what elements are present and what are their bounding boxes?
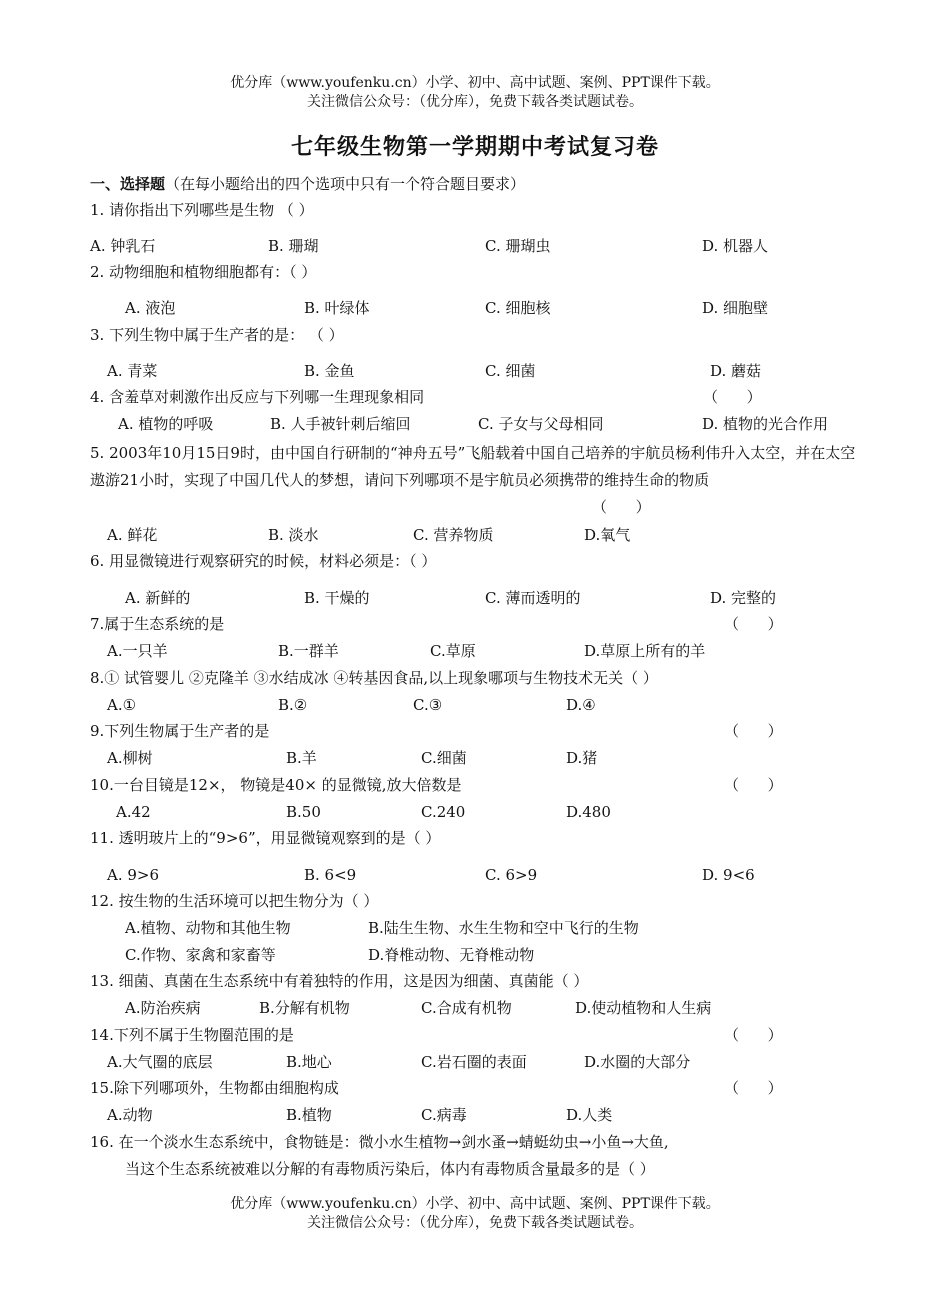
footer-line-2: 关注微信公众号：（优分库），免费下载各类试题试卷。: [307, 1215, 643, 1231]
question-3-option-b: B. 金鱼: [304, 362, 355, 380]
question-7-option-c: C.草原: [430, 642, 476, 660]
question-4-option-c: C. 子女与父母相同: [478, 415, 604, 433]
question-13-option-a: A.防治疾病: [125, 999, 201, 1017]
question-13-option-b: B.分解有机物: [259, 999, 350, 1017]
question-14-option-b: B.地心: [286, 1053, 332, 1071]
section-note: （在每小题给出的四个选项中只有一个符合题目要求）: [165, 175, 526, 193]
question-12-option-c: C.作物、家禽和家畜等: [125, 946, 276, 964]
question-11-option-a: A. 9>6: [107, 866, 160, 884]
question-11-option-c: C. 6>9: [485, 866, 538, 884]
question-5-stem: 5. 2003年10月15日9时，由中国自行研制的“神舟五号”飞船载着中国自己培养的宇航员杨利伟升入太空，并在太空遨游21小时，实现了中国几代人的梦想，请问下列哪项不是宇航员必须携带的维持生命的物质: [90, 444, 856, 489]
question-1-option-d: D. 机器人: [702, 237, 769, 255]
question-8-option-a: A.①: [107, 696, 137, 714]
question-3-option-c: C. 细菌: [485, 362, 536, 380]
question-3-stem: 3. 下列生物中属于生产者的是： （ ）: [90, 326, 344, 344]
question-12-option-b: B.陆生生物、水生生物和空中飞行的生物: [368, 919, 639, 937]
question-15-option-d: D.人类: [566, 1106, 613, 1124]
question-5-options: [90, 525, 950, 545]
question-3-options: [90, 361, 950, 381]
question-1-option-c: C. 珊瑚虫: [485, 237, 551, 255]
question-6-stem: 6. 用显微镜进行观察研究的时候，材料必须是：（ ）: [90, 552, 437, 570]
question-10-option-c: C.240: [421, 803, 466, 821]
question-4-options: [90, 414, 950, 434]
question-2-option-c: C. 细胞核: [485, 299, 551, 317]
question-3-option-d: D. 蘑菇: [710, 362, 762, 380]
question-2-option-a: A. 液泡: [125, 299, 176, 317]
question-15-options: [90, 1105, 950, 1125]
question-12-option-d: D.脊椎动物、无脊椎动物: [368, 946, 535, 964]
question-9-option-c: C.细菌: [421, 749, 467, 767]
question-8-option-c: C.③: [413, 696, 443, 714]
question-11-option-b: B. 6<9: [304, 866, 357, 884]
question-10-option-b: B.50: [286, 803, 321, 821]
question-11-option-d: D. 9<6: [702, 866, 755, 884]
question-5-option-a: A. 鲜花: [107, 526, 158, 544]
question-10-option-a: A.42: [116, 803, 151, 821]
header-line-2: 关注微信公众号：（优分库），免费下载各类试题试卷。: [307, 94, 643, 110]
question-15-option-c: C.病毒: [421, 1106, 467, 1124]
question-15-stem: 15.除下列哪项外，生物都由细胞构成: [90, 1079, 339, 1097]
question-14-option-a: A.大气圈的底层: [107, 1053, 213, 1071]
question-12-stem: 12. 按生物的生活环境可以把生物分为（ ）: [90, 892, 379, 910]
question-5-answer-blank[interactable]: （ ）: [592, 498, 651, 516]
question-7-option-b: B.一群羊: [278, 642, 339, 660]
question-11-options: [90, 865, 950, 885]
question-10-stem: 10.一台目镜是12×， 物镜是40× 的显微镜,放大倍数是: [90, 776, 462, 794]
question-6-option-c: C. 薄而透明的: [485, 589, 581, 607]
question-13-options: [90, 998, 950, 1018]
question-9-option-b: B.羊: [286, 749, 317, 767]
question-9-stem: 9.下列生物属于生产者的是: [90, 722, 270, 740]
section-heading: [90, 174, 525, 194]
question-7-answer-blank[interactable]: （ ）: [724, 615, 783, 633]
question-2-stem: 2. 动物细胞和植物细胞都有：（ ）: [90, 263, 317, 281]
question-14-stem: 14.下列不属于生物圈范围的是: [90, 1026, 294, 1044]
question-11-stem: 11. 透明玻片上的“9>6”，用显微镜观察到的是（ ）: [90, 829, 441, 847]
question-8-options: [90, 695, 950, 715]
question-12-options-row-1: [90, 918, 950, 938]
question-15-answer-blank[interactable]: （ ）: [724, 1079, 783, 1097]
question-13-option-c: C.合成有机物: [421, 999, 512, 1017]
question-2-options: [90, 298, 950, 318]
question-6-option-d: D. 完整的: [710, 589, 777, 607]
question-2-option-d: D. 细胞壁: [702, 299, 769, 317]
question-12-option-a: A.植物、动物和其他生物: [125, 919, 291, 937]
question-14-options: [90, 1052, 950, 1072]
question-8-option-d: D.④: [566, 696, 596, 714]
page-title: 七年级生物第一学期期中考试复习卷: [290, 134, 659, 160]
question-13-option-d: D.使动植物和人生病: [575, 999, 712, 1017]
question-7-option-d: D.草原上所有的羊: [584, 642, 706, 660]
question-10-answer-blank[interactable]: （ ）: [724, 776, 783, 794]
footer-line-1: 优分库（www.youfenku.cn）小学、初中、高中试题、案例、PPT课件下载。: [230, 1196, 720, 1212]
question-4-stem: 4. 含羞草对刺激作出反应与下列哪一生理现象相同: [90, 388, 425, 406]
question-15-option-b: B.植物: [286, 1106, 332, 1124]
question-8-option-b: B.②: [278, 696, 308, 714]
question-12-options-row-2: [90, 945, 950, 965]
question-13-stem: 13. 细菌、真菌在生态系统中有着独特的作用，这是因为细菌、真菌能（ ）: [90, 972, 589, 990]
question-9-answer-blank[interactable]: （ ）: [724, 722, 783, 740]
section-number-label: 一、选择题: [90, 175, 166, 193]
question-8-stem: 8.① 试管婴儿 ②克隆羊 ③水结成冰 ④转基因食品,以上现象哪项与生物技术无关（ ）: [90, 669, 658, 687]
question-9-options: [90, 748, 950, 768]
question-4-option-b: B. 人手被针刺后缩回: [270, 415, 411, 433]
question-6-options: [90, 588, 950, 608]
question-1-stem: 1. 请你指出下列哪些是生物 （ ）: [90, 201, 314, 219]
question-16-stem-continued: 当这个生态系统被难以分解的有毒物质污染后，体内有毒物质含量最多的是（ ）: [125, 1160, 655, 1178]
question-2-option-b: B. 叶绿体: [304, 299, 370, 317]
question-5-option-d: D.氧气: [584, 526, 631, 544]
header-line-1: 优分库（www.youfenku.cn）小学、初中、高中试题、案例、PPT课件下载。: [230, 75, 720, 91]
question-9-option-a: A.柳树: [107, 749, 153, 767]
question-9-option-d: D.猪: [566, 749, 598, 767]
question-1-options: [90, 236, 950, 256]
question-1-option-a: A. 钟乳石: [90, 237, 156, 255]
question-5-option-c: C. 营养物质: [413, 526, 494, 544]
question-1-option-b: B. 珊瑚: [268, 237, 319, 255]
question-7-option-a: A.一只羊: [107, 642, 168, 660]
question-10-options: [90, 802, 950, 822]
question-4-option-d: D. 植物的光合作用: [702, 415, 829, 433]
question-7-stem: 7.属于生态系统的是: [90, 615, 225, 633]
question-3-option-a: A. 青菜: [107, 362, 158, 380]
question-16-stem: 16. 在一个淡水生态系统中，食物链是：微小水生植物→剑水蚤→蜻蜓幼虫→小鱼→大鱼,: [90, 1133, 669, 1151]
question-5-option-b: B. 淡水: [268, 526, 319, 544]
question-14-option-d: D.水圈的大部分: [584, 1053, 691, 1071]
question-4-answer-blank[interactable]: （ ）: [703, 388, 762, 406]
question-6-option-a: A. 新鲜的: [125, 589, 191, 607]
question-4-option-a: A. 植物的呼吸: [118, 415, 214, 433]
question-10-option-d: D.480: [566, 803, 611, 821]
question-6-option-b: B. 干燥的: [304, 589, 370, 607]
question-14-answer-blank[interactable]: （ ）: [724, 1026, 783, 1044]
question-14-option-c: C.岩石圈的表面: [421, 1053, 527, 1071]
question-7-options: [90, 641, 950, 661]
question-15-option-a: A.动物: [107, 1106, 153, 1124]
